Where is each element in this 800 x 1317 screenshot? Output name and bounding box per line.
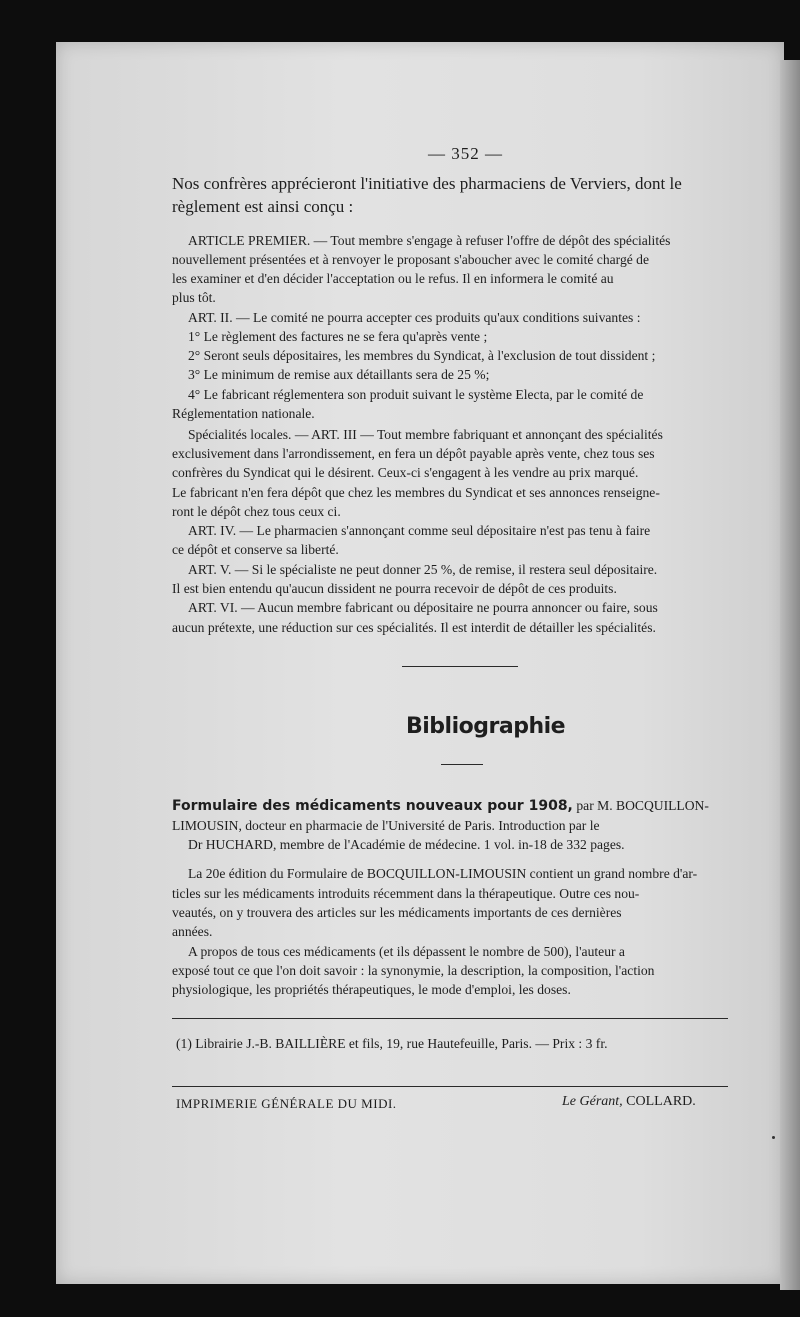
printer-imprint: IMPRIMERIE GÉNÉRALE DU MIDI. [176, 1096, 397, 1111]
reglement-line: ART. II. — Le comité ne pourra accepter ces produits qu'aux conditions suivantes : [188, 310, 641, 325]
paragraph-line: exposé tout ce que l'on doit savoir : la synonymie, la description, la composition, l'action [172, 963, 655, 978]
section-heading: Bibliographie [406, 714, 566, 739]
section-rule [402, 666, 518, 667]
entry-title: Formulaire des médicaments nouveaux pour 1908, [172, 798, 573, 814]
reglement-line: 4° Le fabricant réglementera son produit suivant le système Electa, par le comité de [188, 387, 644, 402]
intro-line-1: Nos confrères apprécieront l'initiative des pharmaciens de Verviers, dont le [172, 174, 682, 193]
reglement-line: les examiner et d'en décider l'acceptation ou le refus. Il en informera le comité au [172, 271, 614, 286]
reglement-line: ront le dépôt chez tous ceux ci. [172, 504, 341, 519]
reglement-line: nouvellement présentées et à renvoyer le proposant s'aboucher avec le comité chargé de [172, 252, 650, 267]
manager-signature [562, 1094, 696, 1110]
reglement-line: 2° Seront seuls dépositaires, les membres du Syndicat, à l'exclusion de tout dissident ; [188, 348, 656, 363]
page-number: — 352 — [428, 144, 503, 163]
paragraph-line: A propos de tous ces médicaments (et ils dépassent le nombre de 500), l'auteur a [188, 944, 625, 959]
reglement-line: Réglementation nationale. [172, 406, 315, 421]
heading-underline [441, 764, 483, 765]
paragraph-line: ticles sur les médicaments introduits récemment dans la thérapeutique. Outre ces nou- [172, 886, 640, 901]
speck [772, 1136, 775, 1139]
paragraph-line: années. [172, 924, 213, 939]
reglement-line: exclusivement dans l'arrondissement, en fera un dépôt payable après vente, chez tous ses [172, 446, 655, 461]
reglement-line: plus tôt. [172, 290, 216, 305]
paragraph-line: La 20e édition du Formulaire de BOCQUILLON-LIMOUSIN contient un grand nombre d'ar- [188, 866, 698, 881]
footnote: (1) Librairie J.-B. BAILLIÈRE et fils, 19, rue Hautefeuille, Paris. — Prix : 3 fr. [176, 1036, 608, 1051]
reglement-line: ce dépôt et conserve sa liberté. [172, 542, 339, 557]
reglement-line: ARTICLE PREMIER. — Tout membre s'engage à refuser l'offre de dépôt des spécialités [188, 233, 671, 248]
entry-line: LIMOUSIN, docteur en pharmacie de l'Université de Paris. Introduction par le [172, 818, 600, 833]
reglement-line: ART. V. — Si le spécialiste ne peut donner 25 %, de remise, il restera seul dépositaire. [188, 562, 658, 577]
footnote-rule [172, 1018, 728, 1019]
reglement-line: aucun prétexte, une réduction sur ces spécialités. Il est interdit de détailler les spécialités. [172, 620, 656, 635]
reglement-line: confrères du Syndicat qui le désirent. Ceux-ci s'engagent à les vendre au prix marqué. [172, 465, 639, 480]
reglement-line: Il est bien entendu qu'aucun dissident ne pourra recevoir de dépôt de ces produits. [172, 581, 617, 596]
intro-line-2: règlement est ainsi conçu : [172, 197, 354, 216]
paragraph-line: veautés, on y trouvera des articles sur les médicaments importants de ces dernières [172, 905, 622, 920]
page-edge [780, 60, 800, 1290]
entry-author: par M. BOCQUILLON- [576, 798, 709, 813]
imprint-rule [172, 1086, 728, 1087]
paragraph-line: physiologique, les propriétés thérapeutiques, le mode d'emploi, les doses. [172, 982, 571, 997]
reglement-line: 1° Le règlement des factures ne se fera qu'après vente ; [188, 329, 488, 344]
manager-label: Le Gérant, [562, 1094, 623, 1109]
manager-name: COLLARD. [626, 1094, 696, 1109]
reglement-line: Spécialités locales. — ART. III — Tout membre fabriquant et annonçant des spécialités [188, 427, 663, 442]
reglement-line: 3° Le minimum de remise aux détaillants sera de 25 %; [188, 367, 490, 382]
reglement-line: ART. IV. — Le pharmacien s'annonçant comme seul dépositaire n'est pas tenu à faire [188, 523, 651, 538]
reglement-line: Le fabricant n'en fera dépôt que chez les membres du Syndicat et ses annonces renseigne- [172, 485, 660, 500]
entry-line: Dr HUCHARD, membre de l'Académie de médecine. 1 vol. in-18 de 332 pages. [188, 837, 625, 852]
bibliography-entry-first-line [172, 798, 709, 815]
reglement-line: ART. VI. — Aucun membre fabricant ou dépositaire ne pourra annoncer ou faire, sous [188, 600, 658, 615]
